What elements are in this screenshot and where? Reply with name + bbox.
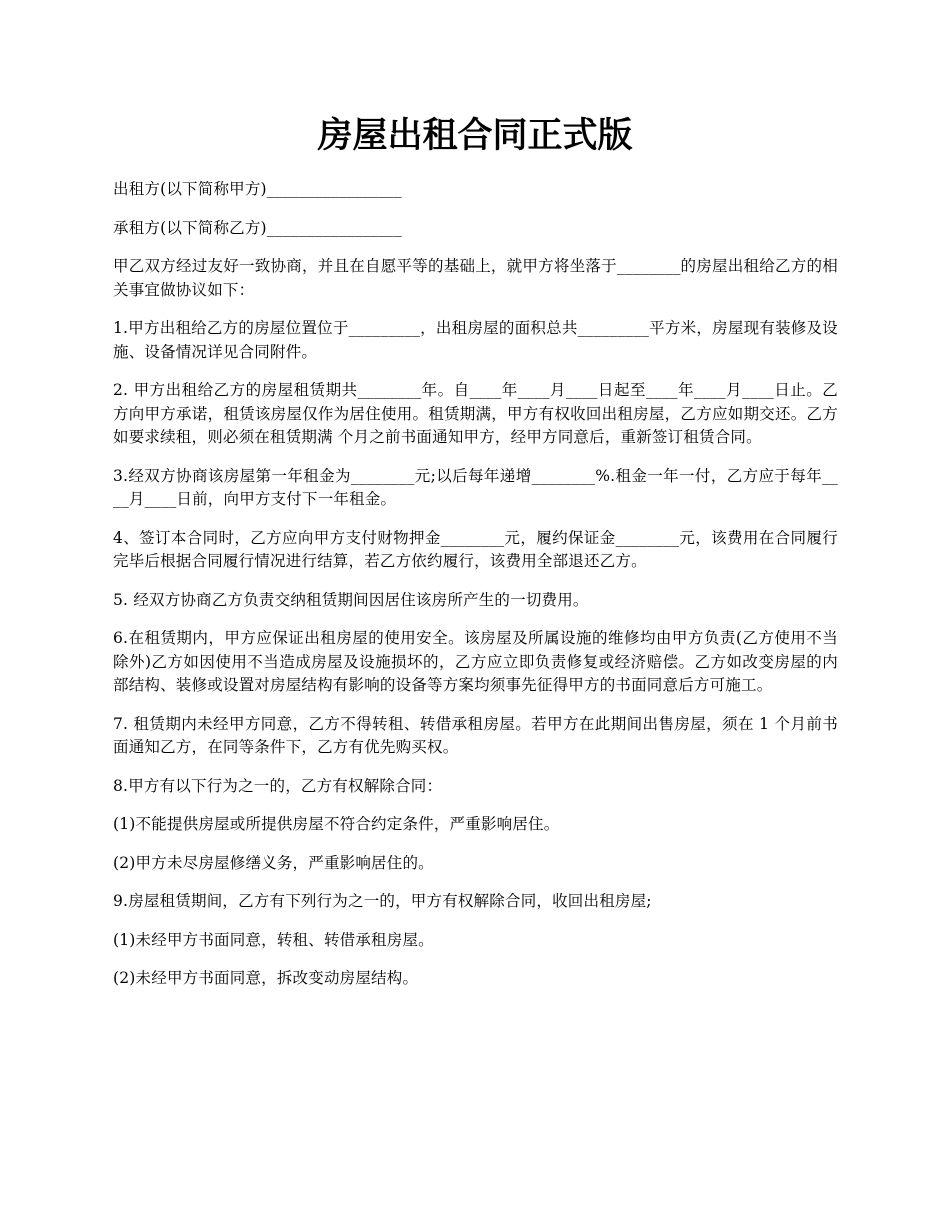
clause-9: 9.房屋租赁期间，乙方有下列行为之一的，甲方有权解除合同，收回出租房屋; — [113, 892, 652, 910]
document-title: 房屋出租合同正式版 — [317, 116, 633, 156]
clause-7: 7. 租赁期内未经甲方同意，乙方不得转租、转借承租房屋。若甲方在此期间出售房屋，须在 1 个月前书面通知乙方，在同等条件下，乙方有优先购买权。 — [113, 714, 838, 756]
clause-8: 8.甲方有以下行为之一的，乙方有权解除合同： — [113, 776, 443, 795]
landlord-line: 出租方(以下简称甲方)_________________ — [113, 180, 402, 198]
clause-8-item-2: (2)甲方未尽房屋修缮义务，严重影响居住的。 — [113, 853, 434, 872]
clause-1: 1.甲方出租给乙方的房屋位置位于_________，出租房屋的面积总共_________平方米，房屋现有装修及设施、设备情况详见合同附件。 — [113, 319, 838, 361]
clause-2: 2. 甲方出租给乙方的房屋租赁期共________年。自____年____月____日起至____年____月____日止。乙方向甲方承诺，租赁该房屋仅作为居住使用。租赁期满，甲方有权收回出租房屋，乙方应如期交还。乙方如要求续租，则必须在租赁期满 个月之前书面通知甲方，经甲方同意后，重新签订租赁合同。 — [113, 381, 838, 446]
clause-8-item-1: (1)不能提供房屋或所提供房屋不符合约定条件，严重影响居住。 — [113, 815, 560, 833]
clause-9-item-2: (2)未经甲方书面同意，拆改变动房屋结构。 — [113, 969, 419, 987]
clause-6: 6.在租赁期内，甲方应保证出租房屋的使用安全。该房屋及所属设施的维修均由甲方负责(乙方使用不当除外)乙方如因使用不当造成房屋及设施损坏的，乙方应立即负责修复或经济赔偿。乙方如改变房屋的内部结构、装修或设置对房屋结构有影响的设备等方案均须事先征得甲方的书面同意后方可施工。 — [113, 629, 838, 694]
clause-3: 3.经双方协商该房屋第一年租金为________元;以后每年递增________%.租金一年一付，乙方应于每年____月____日前，向甲方支付下一年租金。 — [113, 466, 838, 508]
document-body — [113, 178, 838, 1006]
tenant-line: 承租方(以下简称乙方)_________________ — [113, 218, 402, 237]
intro-paragraph: 甲乙双方经过友好一致协商，并且在自愿平等的基础上，就甲方将坐落于________的房屋出租给乙方的相关事宜做协议如下： — [113, 257, 838, 299]
clause-4: 4、签订本合同时，乙方应向甲方支付财物押金________元，履约保证金________元，该费用在合同履行完毕后根据合同履行情况进行结算，若乙方依约履行，该费用全部退还乙方。 — [113, 528, 838, 570]
clause-5: 5. 经双方协商乙方负责交纳租赁期间因居住该房所产生的一切费用。 — [113, 590, 589, 609]
clause-9-item-1: (1)未经甲方书面同意，转租、转借承租房屋。 — [113, 930, 434, 949]
